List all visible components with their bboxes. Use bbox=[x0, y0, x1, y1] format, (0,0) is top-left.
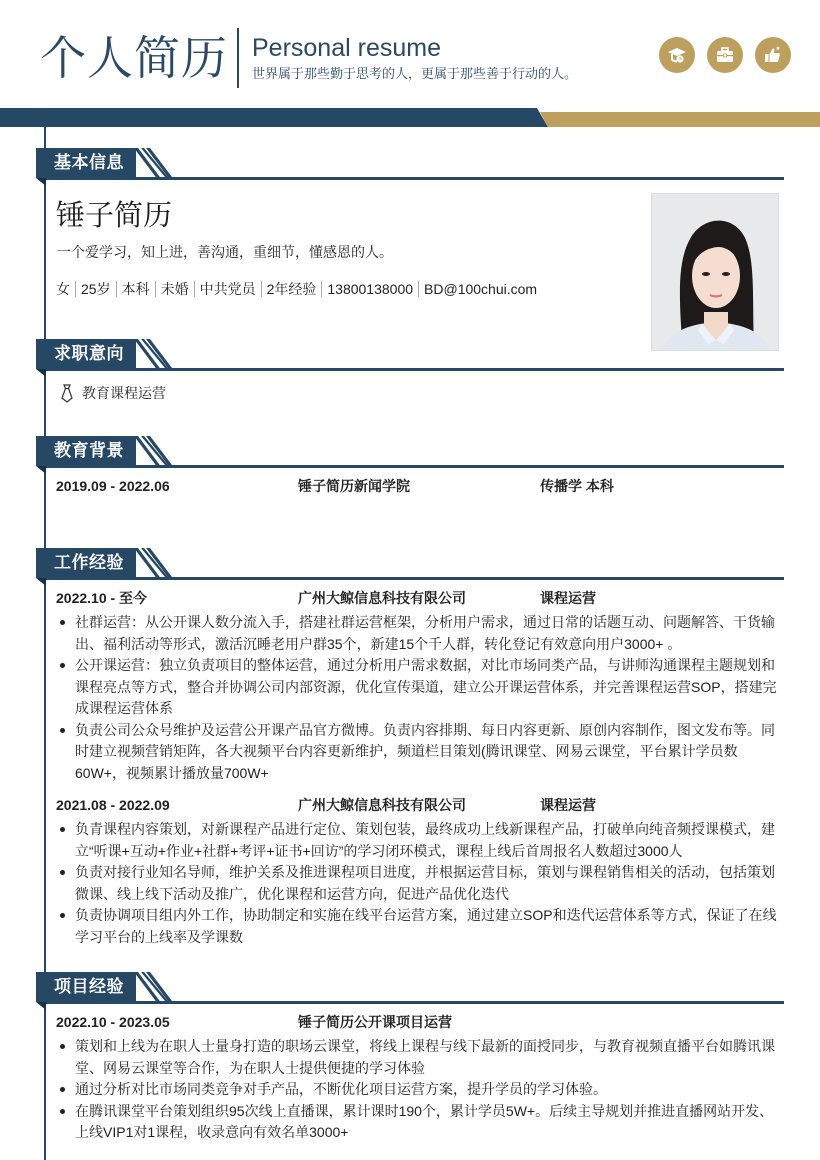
section-tab bbox=[36, 148, 136, 178]
section-stripes-decoration bbox=[134, 972, 172, 1004]
project-bullet: 策划和上线为在职人士量身打造的职场云课堂，将线上课程与线下最新的面授同步，与教育视频直播平台如腾讯课堂、网易云课堂等合作，为在职人士提供便捷的学习体验 bbox=[58, 1036, 782, 1079]
candidate-photo bbox=[651, 193, 779, 351]
section-stripes-decoration bbox=[134, 436, 172, 468]
section-title: 教育背景 bbox=[54, 441, 124, 460]
section-title: 基本信息 bbox=[54, 153, 124, 172]
project-bullet: 在腾讯课堂平台策划组织95次线上直播课，累计课时190个，累计学员5W+。后续主导规划并推进直播网站开发、上线VIP1对1课程，收录意向有效名单3000+ bbox=[58, 1101, 782, 1144]
work-bullet: 负责公司公众号维护及运营公开课产品官方微博。负责内容排期、每日内容更新、原创内容制作，图文发布等。同时建立视频营销矩阵，各大视频平台内容更新维护，频道栏目策划(腾讯课堂、网易云课堂，平台累计学员数60W+，视频累计播放量700W+ bbox=[58, 720, 782, 785]
fact-experience: 2年经验 bbox=[266, 281, 317, 297]
fact-separator bbox=[418, 281, 419, 297]
job-intent-position: 教育课程运营 bbox=[82, 385, 166, 401]
briefcase-icon bbox=[707, 37, 743, 73]
job-intent bbox=[60, 383, 166, 403]
fact-marital-status: 未婚 bbox=[160, 281, 189, 297]
fact-age: 25岁 bbox=[81, 281, 111, 297]
header-band-gold bbox=[540, 112, 820, 127]
resume-title-english: Personal resume bbox=[252, 34, 441, 62]
project-bullets bbox=[58, 1036, 782, 1144]
thumbs-up-icon bbox=[755, 37, 791, 73]
work-bullet: 社群运营：从公开课人数分流入手，搭建社群运营框架，分析用户需求，通过日常的话题互动、问题解答、干货输出、福利活动等形式，激活沉睡老用户群35个，新建15个千人群，转化登记有效意向用户3000+ 。 bbox=[58, 612, 782, 655]
project-row bbox=[56, 1012, 776, 1032]
education-school: 锤子简历新闻学院 bbox=[298, 478, 410, 494]
work-bullet: 公开课运营：独立负责项目的整体运营，通过分析用户需求数据，对比市场同类产品，与讲师沟通课程主题规划和课程亮点等方式，整合并协调公司内部资源，优化宣传渠道，建立公开课运营体系，并完善课程运营SOP，搭建完成课程运营体系 bbox=[58, 655, 782, 720]
work-company: 广州大鲸信息科技有限公司 bbox=[298, 590, 466, 606]
candidate-facts bbox=[56, 279, 537, 299]
work-period: 2022.10 - 至今 bbox=[56, 590, 148, 606]
fact-separator bbox=[116, 281, 117, 297]
work-bullets bbox=[58, 819, 782, 948]
work-bullets bbox=[58, 612, 782, 784]
section-fold bbox=[36, 1002, 46, 1010]
project-period: 2022.10 - 2023.05 bbox=[56, 1014, 170, 1030]
graduation-cap-icon bbox=[659, 37, 695, 73]
work-bullet: 负责对接行业知名导师，维护关系及推进课程项目进度，并根据运营目标，策划与课程销售相关的活动，包括策划微课、线上线下活动及推广，优化课程和运营方向，促进产品优化迭代 bbox=[58, 862, 782, 905]
section-header-job-intent bbox=[36, 339, 784, 375]
resume-motto: 世界属于那些勤于思考的人，更属于那些善于行动的人。 bbox=[252, 66, 578, 81]
section-tab bbox=[36, 436, 136, 466]
work-row bbox=[56, 795, 776, 815]
section-header-education bbox=[36, 436, 784, 472]
section-fold bbox=[36, 578, 46, 586]
fact-phone: 13800138000 bbox=[327, 281, 414, 297]
necktie-icon bbox=[60, 384, 74, 403]
work-role: 课程运营 bbox=[540, 797, 596, 813]
resume-title: 个人简历 bbox=[40, 32, 228, 84]
fact-separator bbox=[75, 281, 76, 297]
work-bullet: 负青课程内容策划，对新课程产品进行定位、策划包装，最终成功上线新课程产品，打破单向纯音频授课模式，建立“听课+互动+作业+社群+考评+证书+回访”的学习闭环模式，课程上线后首周报名人数超过3000人 bbox=[58, 819, 782, 862]
section-header-project-experience bbox=[36, 972, 784, 1008]
work-bullet: 负责协调项目组内外工作，协助制定和实施在线平台运营方案，通过建立SOP和迭代运营体系等方式，保证了在线学习平台的上线率及学课数 bbox=[58, 905, 782, 948]
fact-separator bbox=[321, 281, 322, 297]
section-tab bbox=[36, 339, 136, 369]
work-row bbox=[56, 588, 776, 608]
project-name: 锤子简历公开课项目运营 bbox=[298, 1014, 452, 1030]
work-period: 2021.08 - 2022.09 bbox=[56, 797, 170, 813]
fact-email: BD@100chui.com bbox=[424, 281, 538, 297]
section-fold bbox=[36, 466, 46, 474]
education-major: 传播学 本科 bbox=[540, 478, 614, 494]
section-title: 项目经验 bbox=[54, 977, 124, 996]
fact-gender: 女 bbox=[56, 281, 70, 297]
candidate-tagline: 一个爱学习，知上进，善沟通，重细节，懂感恩的人。 bbox=[57, 244, 393, 260]
section-stripes-decoration bbox=[134, 339, 172, 371]
education-row bbox=[56, 476, 776, 496]
header-divider bbox=[237, 28, 239, 88]
section-header-basic-info bbox=[36, 148, 784, 184]
fact-degree: 本科 bbox=[121, 281, 150, 297]
section-stripes-decoration bbox=[134, 548, 172, 580]
section-tab bbox=[36, 548, 136, 578]
work-role: 课程运营 bbox=[540, 590, 596, 606]
fact-political-status: 中共党员 bbox=[199, 281, 256, 297]
section-tab bbox=[36, 972, 136, 1002]
work-company: 广州大鲸信息科技有限公司 bbox=[298, 797, 466, 813]
fact-separator bbox=[155, 281, 156, 297]
header-band-navy bbox=[0, 108, 548, 127]
candidate-name: 锤子简历 bbox=[56, 200, 173, 232]
fact-separator bbox=[261, 281, 262, 297]
header-icons bbox=[659, 37, 791, 73]
section-header-work-experience bbox=[36, 548, 784, 584]
education-period: 2019.09 - 2022.06 bbox=[56, 478, 170, 494]
section-title: 工作经验 bbox=[54, 553, 124, 572]
section-fold bbox=[36, 369, 46, 377]
section-title: 求职意向 bbox=[54, 344, 124, 363]
fact-separator bbox=[194, 281, 195, 297]
section-stripes-decoration bbox=[134, 148, 172, 180]
project-bullet: 通过分析对比市场同类竞争对手产品，不断优化项目运营方案，提升学员的学习体验。 bbox=[58, 1079, 782, 1101]
